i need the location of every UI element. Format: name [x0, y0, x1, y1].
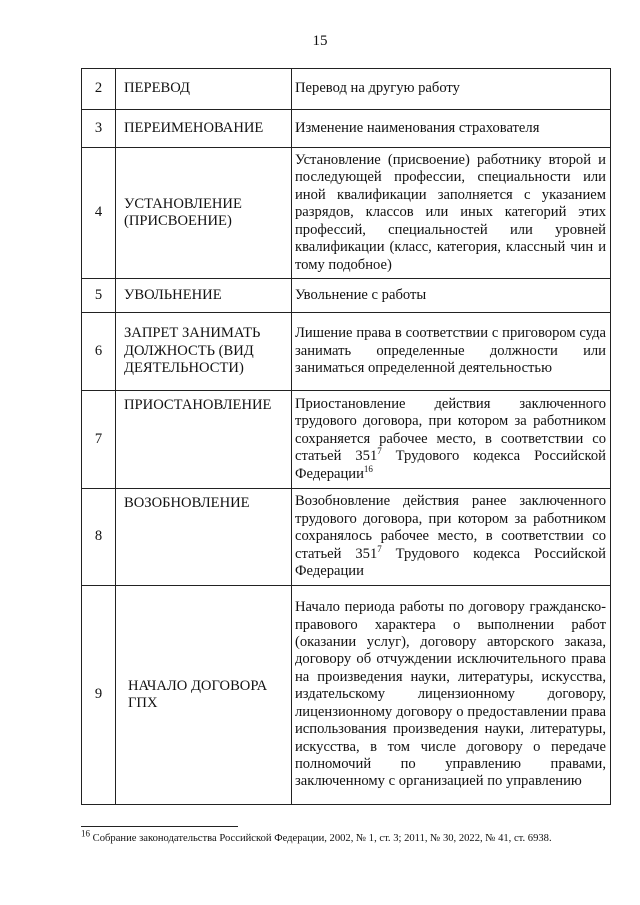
event-description: Изменение наименования страхователя [295, 119, 540, 136]
superscript-article: 7 [377, 543, 382, 554]
row-number: 8 [82, 489, 116, 586]
event-code: ВОЗОБНОВЛЕНИЕ [124, 495, 250, 511]
row-number: 5 [82, 279, 116, 313]
event-code: УСТАНОВЛЕНИЕ (ПРИСВОЕНИЕ) [124, 195, 242, 229]
event-code: ПЕРЕИМЕНОВАНИЕ [124, 119, 264, 136]
table-row [82, 586, 611, 805]
row-number: 9 [82, 586, 116, 805]
table-row [82, 148, 611, 279]
event-code: ЗАПРЕТ ЗАНИМАТЬ ДОЛЖНОСТЬ (ВИД ДЕЯТЕЛЬНОСТИ) [124, 325, 261, 377]
row-number: 6 [82, 313, 116, 391]
footnote-reference: 16 [363, 463, 373, 474]
footnote-text: Собрание законодательства Российской Федерации, 2002, № 1, ст. 3; 2011, № 30, 2022, № 41, ст. 6938. [90, 833, 552, 844]
event-description: Приостановление действия заключенного трудового договора, при котором за работником сохраняется рабочее место, в соответствии со статьей $351^7$ Трудового кодекса Российской Федерации$^{16}$ [295, 395, 606, 482]
event-description: Начало периода работы по договору гражданско-правового характера о выполнении работ (оказании услуг), договору авторского заказа, договору об отчуждении исключительного права на произведения науки, литературы, искусства, издательскому лицензионному договору, лицензионному договору о предоставлении права использования произведения науки, литературы, искусства, в том числе договору о передаче полномочий по управлению правами, заключенному с организацией по управлению [295, 599, 606, 790]
table-row [82, 279, 611, 313]
table-row [82, 313, 611, 391]
footnote [81, 828, 621, 845]
row-number: 3 [82, 110, 116, 148]
event-description: Увольнение с работы [295, 286, 427, 303]
row-number: 7 [82, 391, 116, 489]
row-number: 2 [82, 69, 116, 110]
table-row [82, 489, 611, 586]
superscript-article: 7 [377, 446, 382, 457]
event-code: НАЧАЛО ДОГОВОРА ГПХ [128, 677, 268, 711]
event-description: Возобновление действия ранее заключенного трудового договора, при котором за работником сохранялось рабочее место, в соответствии со статьей $351^7$ Трудового кодекса Российской Федерации [295, 493, 606, 580]
event-code: УВОЛЬНЕНИЕ [124, 286, 222, 303]
page-number: 15 [312, 33, 328, 49]
event-description: Установление (присвоение) работнику второй и последующей профессии, специальности или иной квалификации заполняется с указанием разрядов, классов или иных категорий этих профессий, специальностей или уровней квалификации (класс, категория, классный чин и тому подобное) [295, 152, 606, 273]
row-number: 4 [82, 148, 116, 279]
table-row [82, 391, 611, 489]
footnote-marker: 16 [81, 828, 90, 839]
event-code: ПЕРЕВОД [124, 80, 190, 97]
event-code: ПРИОСТАНОВЛЕНИЕ [124, 397, 272, 413]
event-codes-table [81, 68, 611, 805]
event-description: Лишение права в соответствии с приговором суда занимать определенные должности или заниматься определенной деятельностью [295, 325, 606, 377]
table-row [82, 69, 611, 110]
table-row [82, 110, 611, 148]
footnote-divider [81, 826, 238, 827]
event-description: Перевод на другую работу [295, 80, 460, 97]
